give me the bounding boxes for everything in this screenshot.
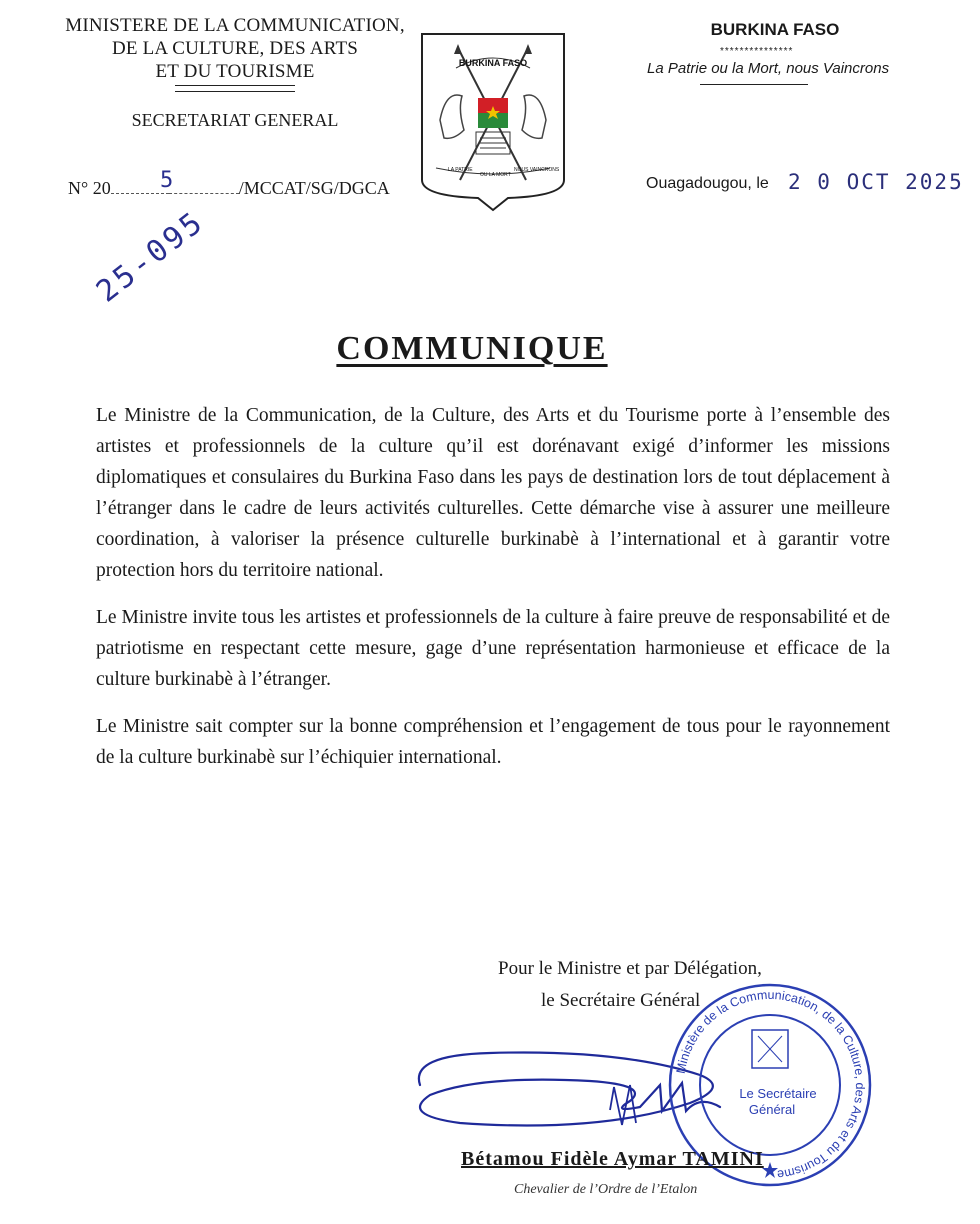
- communique-body: [96, 400, 890, 789]
- handwritten-digit: 5: [160, 168, 174, 193]
- signatory-name-text: Bétamou Fidèle Aymar TAMINI: [461, 1148, 764, 1170]
- date-stamp: 2 0 OCT 2025: [788, 170, 964, 194]
- body-paragraph-1: Le Ministre de la Communication, de la Culture, des Arts et du Tourisme porte à l’ensemble des artistes et professionnels de la culture qu’il est dorénavant exigé d’informer les missions diplomatiques et consulaires du Burkina Faso dans les pays de destination lors de tout déplacement à l’étranger dans le cadre de leurs activités culturelles. Cette démarche vise à assurer une meilleure coordination, à valoriser la présence culturelle burkinabè à l’international et à garantir votre protection hors du territoire national.: [96, 405, 890, 581]
- star-separator: ***************: [720, 46, 794, 57]
- place-and-date-label: Ouagadougou, le: [646, 175, 769, 192]
- ministry-heading: [40, 14, 430, 92]
- ministry-line-2: DE LA CULTURE, DES ARTS: [111, 38, 359, 59]
- country-name: BURKINA FASO: [710, 20, 840, 39]
- ministry-line-1: MINISTERE DE LA COMMUNICATION,: [65, 15, 405, 36]
- stamp-center-line-2: Général: [748, 1102, 796, 1117]
- ref-prefix: N° 20: [68, 178, 111, 198]
- signatory-name: [461, 1148, 764, 1171]
- motto-underline: [700, 84, 808, 85]
- document-title-text: COMMUNIQUE: [336, 330, 608, 367]
- emblem-ribbon-left: LA PATRIE: [448, 167, 473, 173]
- reference-number: [68, 178, 390, 199]
- ref-blank-2: [169, 179, 239, 194]
- signature-delegation-line: Pour le Ministre et par Délégation,: [498, 958, 762, 979]
- double-rule-divider: [175, 85, 295, 92]
- coat-of-arms-emblem: [418, 30, 568, 212]
- body-paragraph-3: Le Ministre sait compter sur la bonne compréhension et l’engagement de tous pour le rayonnement de la culture burkinabè sur l’échiquier international.: [96, 716, 890, 768]
- emblem-banner: BURKINA FASO: [458, 58, 528, 68]
- handwritten-reference: 25-095: [90, 204, 212, 310]
- emblem-ribbon-right: NOUS VAINCRONS: [514, 167, 560, 173]
- ministry-line-3: ET DU TOURISME: [155, 61, 315, 82]
- national-motto: La Patrie ou la Mort, nous Vaincrons: [647, 60, 890, 77]
- body-paragraph-2: Le Ministre invite tous les artistes et professionnels de la culture à faire preuve de responsabilité et de patriotisme en respectant cette mesure, gage d’une représentation harmonieuse et efficace de la culture burkinabè à l’étranger.: [96, 607, 890, 690]
- stamp-center-line-1: Le Secrétaire: [739, 1086, 817, 1101]
- secretariat-heading: SECRETARIAT GENERAL: [131, 110, 339, 130]
- signatory-distinction: Chevalier de l’Ordre de l’Etalon: [514, 1182, 698, 1197]
- signature-role-line: le Secrétaire Général: [541, 990, 701, 1011]
- ref-suffix: /MCCAT/SG/DGCA: [238, 178, 390, 198]
- stamp-ring-text: Ministère de la Communication, de la Culture, des Arts et du Tourisme: [673, 987, 868, 1182]
- emblem-ribbon-mid: OU LA MORT: [480, 172, 511, 178]
- document-title: [0, 330, 944, 368]
